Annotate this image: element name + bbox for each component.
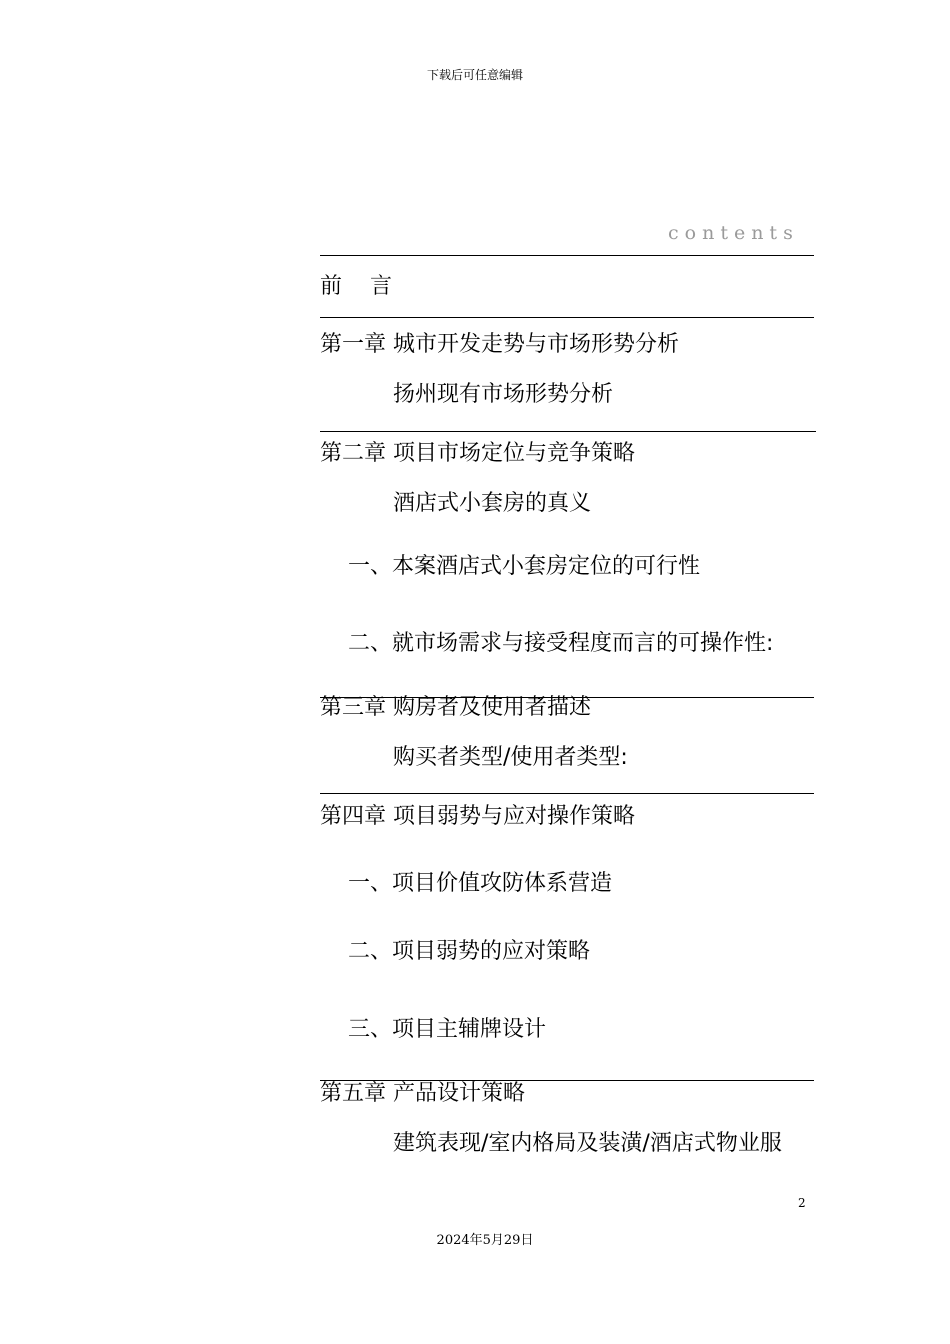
- divider: [320, 255, 814, 256]
- footer-date: 2024年5月29日: [436, 1233, 534, 1248]
- page-number: 2: [798, 1196, 806, 1210]
- toc-chapter-3-title[interactable]: 第三章 购房者及使用者描述: [320, 695, 591, 720]
- header-note: 下载后可任意编辑: [426, 68, 523, 82]
- toc-chapter-5-title[interactable]: 第五章 产品设计策略: [320, 1081, 525, 1106]
- divider: [320, 431, 816, 432]
- toc-chapter-1-item-1[interactable]: 扬州现有市场形势分析: [393, 382, 614, 407]
- toc-chapter-1-title[interactable]: 第一章 城市开发走势与市场形势分析: [320, 332, 679, 357]
- preface-char-2: 言: [370, 274, 393, 299]
- divider: [320, 793, 814, 794]
- preface-char-1: 前: [320, 274, 343, 299]
- toc-chapter-4-title[interactable]: 第四章 项目弱势与应对操作策略: [320, 804, 635, 829]
- toc-chapter-2-item-3[interactable]: 二、就市场需求与接受程度而言的可操作性:: [348, 631, 774, 656]
- toc-chapter-5-item-1[interactable]: 建筑表现/室内格局及装潢/酒店式物业服: [393, 1131, 782, 1156]
- toc-preface[interactable]: [320, 274, 392, 300]
- toc-chapter-4-item-2[interactable]: 二、项目弱势的应对策略: [348, 939, 591, 964]
- toc-chapter-2-item-2[interactable]: 一、本案酒店式小套房定位的可行性: [348, 554, 701, 579]
- contents-label: contents: [668, 222, 799, 244]
- divider: [320, 317, 814, 318]
- toc-chapter-2-item-1[interactable]: 酒店式小套房的真义: [393, 491, 592, 516]
- toc-chapter-2-title[interactable]: 第二章 项目市场定位与竞争策略: [320, 441, 635, 466]
- toc-chapter-4-item-3[interactable]: 三、项目主辅牌设计: [348, 1017, 547, 1042]
- toc-chapter-4-item-1[interactable]: 一、项目价值攻防体系营造: [348, 871, 613, 896]
- toc-chapter-3-item-1[interactable]: 购买者类型/使用者类型:: [393, 745, 628, 770]
